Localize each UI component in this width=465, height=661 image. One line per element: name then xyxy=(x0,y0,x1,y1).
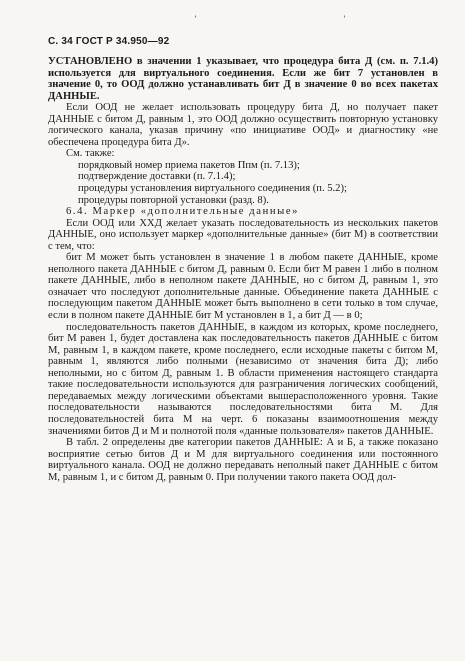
see-also-item: процедуры установления виртуального соединения (п. 5.2); xyxy=(78,183,347,195)
paragraph: В табл. 2 определены две категории пакетов ДАННЫЕ: А и Б, а также показано восприятие сетью битов Д и М для виртуального соединения или постоянного виртуального канала. ООД не должно передавать неполный пакет ДАННЫЕ с битом М, равным 1, и с битом Д, равным 0. При получении такого пакета ООД дол- xyxy=(48,437,438,483)
paragraph: УСТАНОВЛЕНО в значении 1 указывает, что процедура бита Д (см. п. 7.1.4) используется для виртуального соединения. Если же бит 7 установлен в значение 0, то ООД должно устанавливать бит Д в значение 0 во всех пакетах ДАННЫЕ. xyxy=(48,56,438,102)
paragraph: Если ООД или ХХД желает указать последовательность из нескольких пакетов ДАННЫЕ, оно использует маркер «дополнительные данные» (бит М) в соответствии с тем, что: xyxy=(48,217,438,252)
see-also-item: процедуры повторной установки (разд. 8). xyxy=(78,194,269,206)
see-also-item: подтверждение доставки (п. 7.1.4); xyxy=(78,171,236,183)
scan-mark: ʼ xyxy=(343,14,346,24)
page-header: С. 34 ГОСТ Р 34.950—92 xyxy=(48,36,170,47)
see-also-item: порядковый номер приема пакетов Ппм (п. 7.13); xyxy=(78,159,300,171)
body-text xyxy=(48,56,438,483)
paragraph: бит М может быть установлен в значение 1 в любом пакете ДАННЫЕ, кроме неполного пакета ДАННЫЕ с битом Д, равным 0. Если бит М равен 1 либо в полном пакете ДАННЫЕ, либо в неполном пакете ДАННЫЕ, но с битом Д, равным 1, это означает что последуют дополнительные данные. Объединение пакета ДАННЫЕ с последующим пакетом ДАННЫЕ может быть выполнено в сети только в том случае, если в полном пакете ДАННЫЕ бит М установлен в 1, а бит Д — в 0; xyxy=(48,252,438,322)
paragraph: последовательность пакетов ДАННЫЕ, в каждом из которых, кроме последнего, бит М равен 1, будет доставлена как последовательность пакетов ДАННЫЕ с битом М, равным 1, в каждом пакете, кроме последнего, если исходные пакеты с битом М, равным 1, являются либо полными (независимо от значения бита Д); либо неполными, но с битом Д, равным 1. В области применения настоящего стандарта такие последовательности используются для разграничения логических сообщений, передаваемых между логическими объектами вышерасположенного уровня. Такие последовательности называются последовательностями бита М. Для последовательностей бита М на черт. 6 показаны взаимоотношения между значениями битов Д и М и полнотой поля «данные пользователя» пакетов ДАННЫЕ. xyxy=(48,321,438,437)
section-heading: 6.4. Маркер «дополнительные данные» xyxy=(66,206,300,218)
see-also-label: См. также: xyxy=(66,148,115,160)
paragraph: Если ООД не желает использовать процедуру бита Д, но получает пакет ДАННЫЕ с битом Д, равным 1, это ООД должно осуществить повторную установку логического канала, указав причину «по инициативе ООД» и диагностику «не обеспечена процедура бита Д». xyxy=(48,102,438,148)
scan-mark: ʼ xyxy=(194,14,197,24)
